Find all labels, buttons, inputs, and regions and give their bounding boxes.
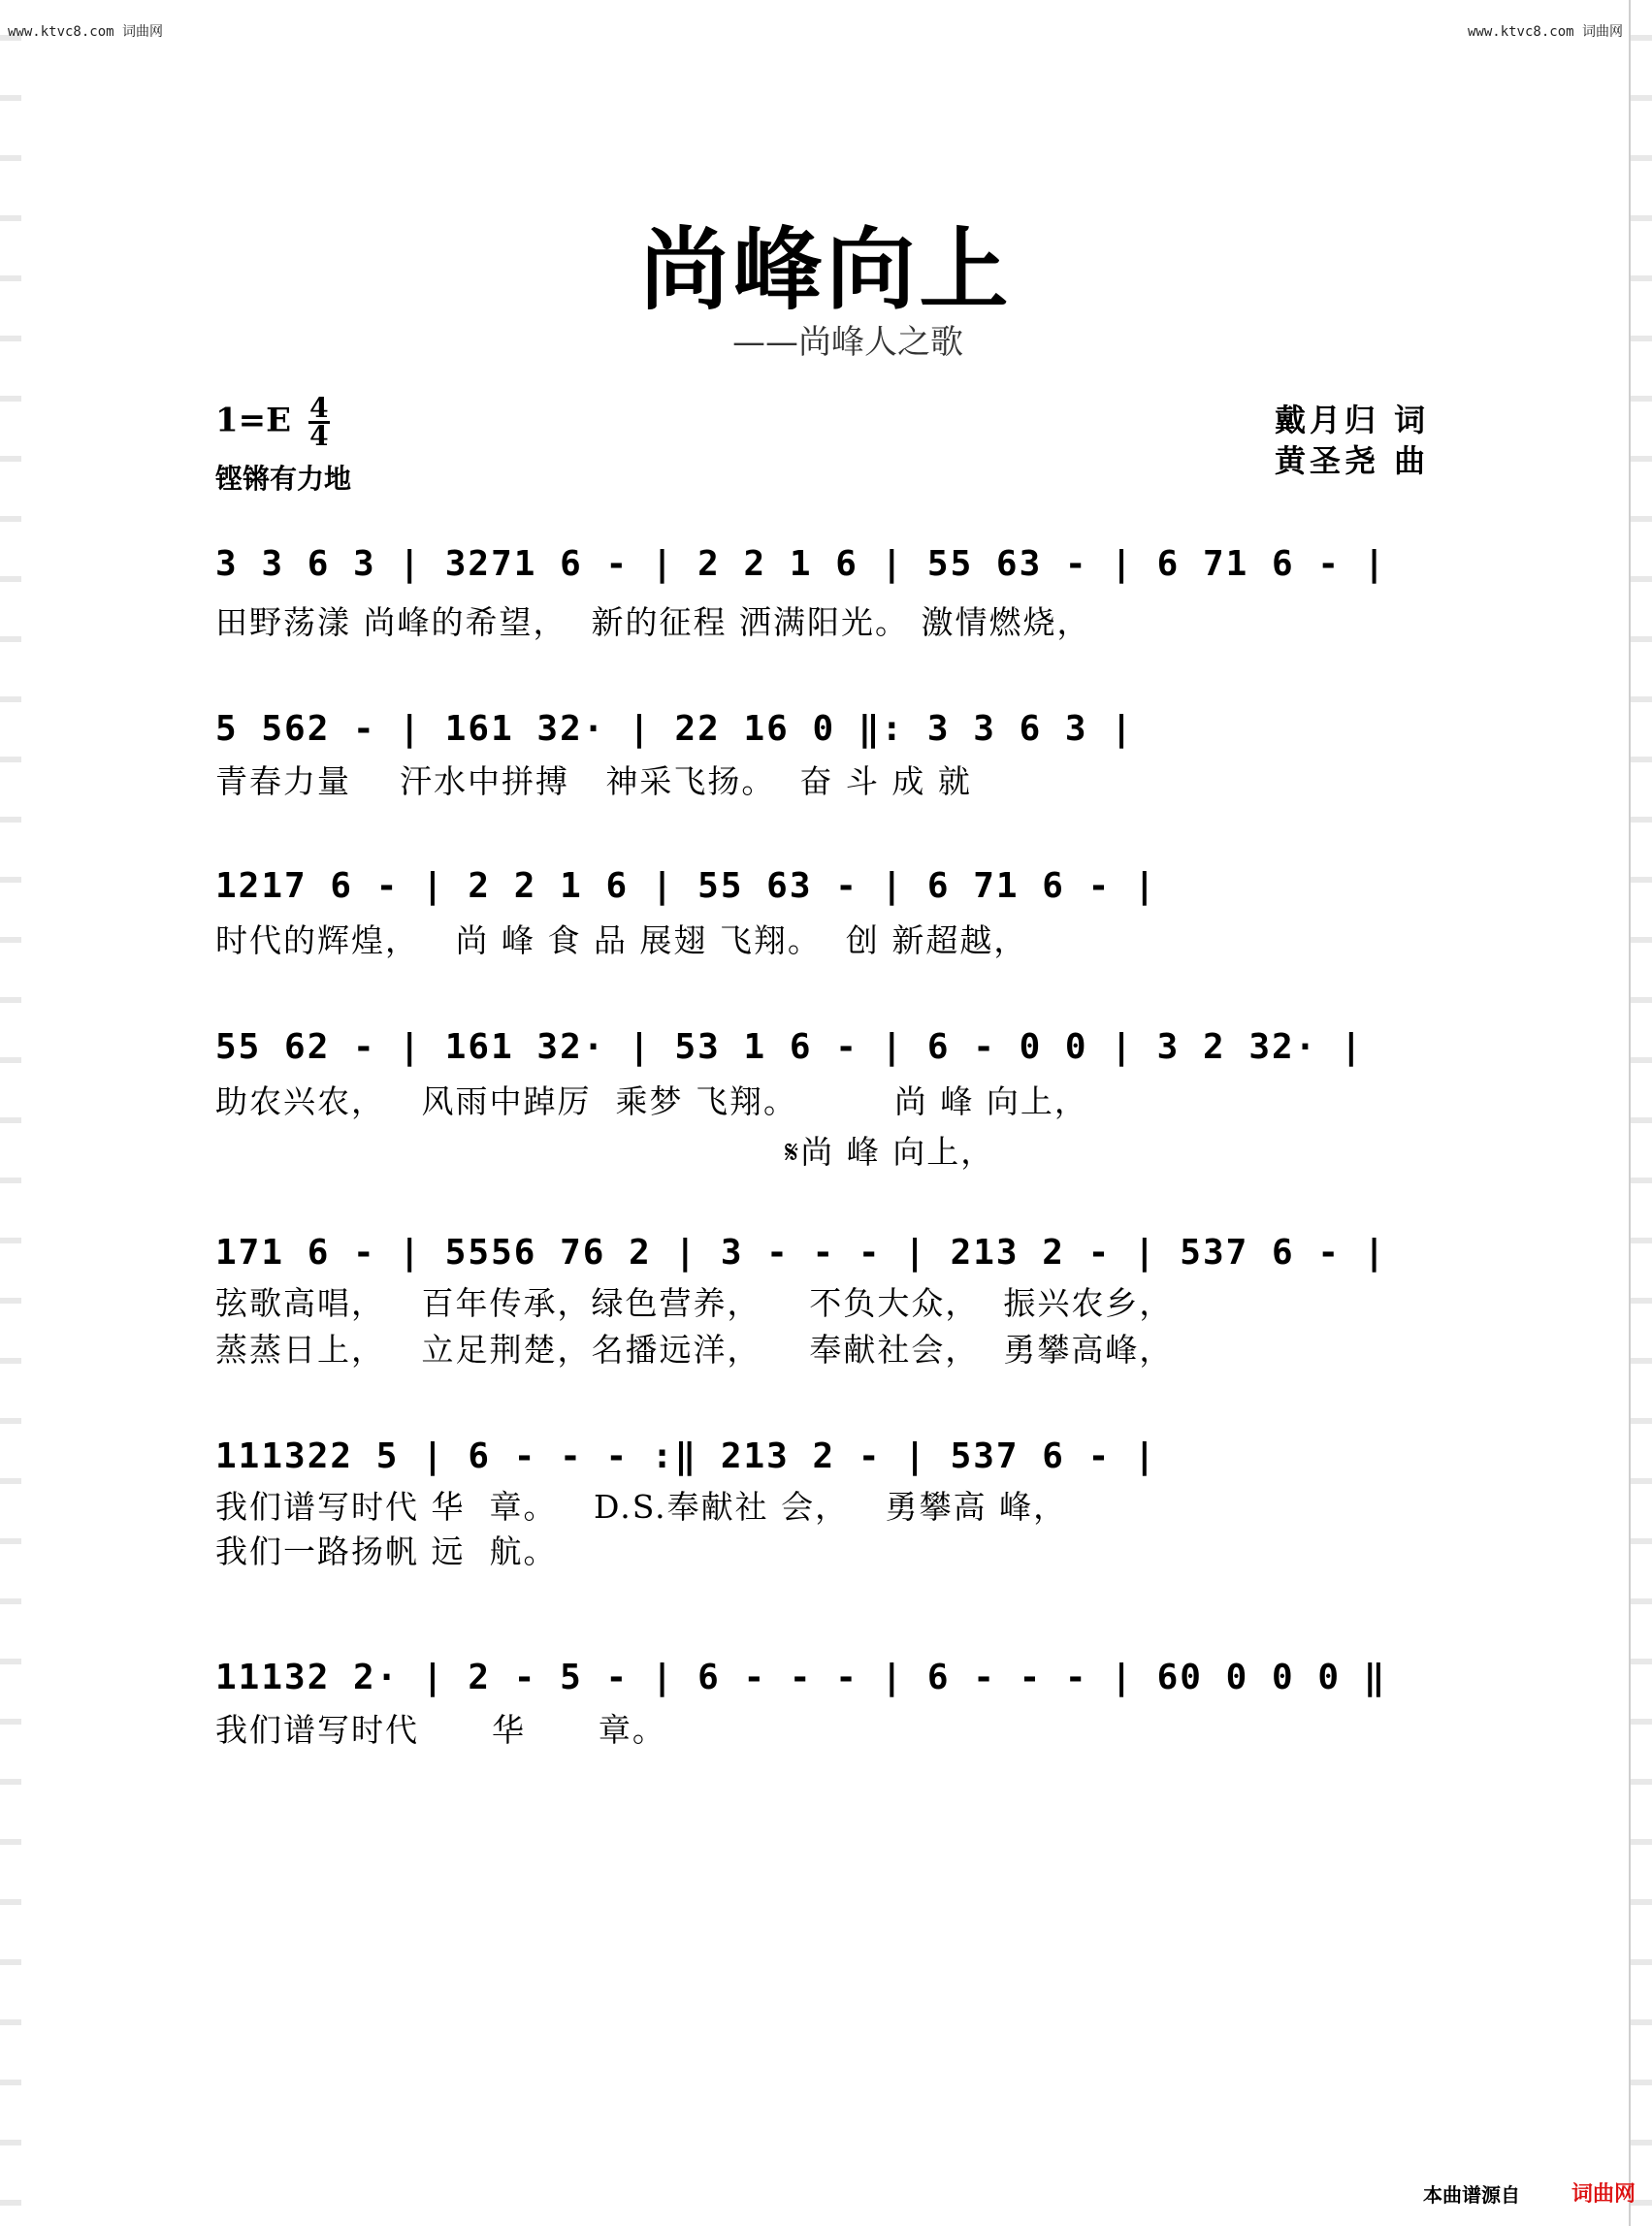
key-label: 1=E — [215, 401, 292, 440]
lyric-line-6b: 我们一路扬帆 远 航。 — [215, 1532, 558, 1570]
time-top: 4 — [309, 392, 329, 424]
left-margin-strip — [0, 0, 21, 2226]
key-signature — [215, 392, 330, 452]
composer-credit: 黄圣尧 曲 — [1275, 442, 1430, 479]
notation-line-7: 11132 2· | 2 - 5 - | 6 - - - | 6 - - - | 60 0 0 0 ‖ — [215, 1658, 1387, 1697]
notation-line-3: 1217 6 - | 2 2 1 6 | 55 63 - | 6 71 6 - | — [215, 866, 1157, 906]
header-site-left[interactable]: www.ktvc8.com 词曲网 — [8, 24, 164, 40]
lyricist-credit: 戴月归 词 — [1275, 402, 1430, 438]
footer-site-logo[interactable]: 词曲网 — [1571, 2182, 1636, 2207]
song-title: 尚峰向上 — [639, 217, 1013, 322]
song-subtitle: ——尚峰人之歌 — [732, 323, 963, 362]
notation-line-4: 55 62 - | 161 32· | 53 1 6 - | 6 - 0 0 | 3 2 32· | — [215, 1027, 1364, 1067]
lyric-line-7: 我们谱写时代 华 章。 — [215, 1711, 666, 1749]
notation-line-2: 5 562 - | 161 32· | 22 16 0 ‖: 3 3 6 3 | — [215, 709, 1134, 749]
time-bottom: 4 — [309, 420, 329, 452]
lyric-line-3: 时代的辉煌， 尚 峰 食 品 展翅 飞翔。 创 新超越， — [215, 921, 1028, 959]
notation-line-5: 171 6 - | 5556 76 2 | 3 - - - | 213 2 - | 537 6 - | — [215, 1233, 1387, 1273]
lyric-line-5b: 蒸蒸日上， 立足荆楚，名播远洋， 奉献社会， 勇攀高峰， — [215, 1331, 1174, 1369]
lyric-line-1: 田野荡漾 尚峰的希望， 新的征程 洒满阳光。 激情燃烧， — [215, 603, 1091, 641]
time-signature — [308, 392, 330, 452]
lyric-line-2: 青春力量 汗水中拼搏 神采飞扬。 奋 斗 成 就 — [215, 762, 972, 800]
tempo-marking: 铿锵有力地 — [215, 463, 352, 495]
notation-line-6: 111322 5 | 6 - - - :‖ 213 2 - | 537 6 - | — [215, 1436, 1157, 1476]
right-margin-strip — [1629, 0, 1652, 2226]
notation-line-1: 3 3 6 3 | 3271 6 - | 2 2 1 6 | 55 63 - | 6 71 6 - | — [215, 544, 1387, 584]
header-site-right[interactable]: www.ktvc8.com 词曲网 — [1467, 24, 1623, 40]
lyric-line-4a: 助农兴农， 风雨中踔厉 乘梦 飞翔。 尚 峰 向上， — [215, 1082, 1088, 1120]
lyric-line-4b: 𝄋尚 峰 向上， — [215, 1133, 995, 1171]
footer-source-label: 本曲谱源自 — [1423, 2183, 1520, 2207]
lyric-line-5a: 弦歌高唱， 百年传承，绿色营养， 不负大众， 振兴农乡， — [215, 1284, 1174, 1322]
lyric-line-6a: 我们谱写时代 华 章。 D.S.奉献社 会， 勇攀高 峰， — [215, 1488, 1068, 1526]
